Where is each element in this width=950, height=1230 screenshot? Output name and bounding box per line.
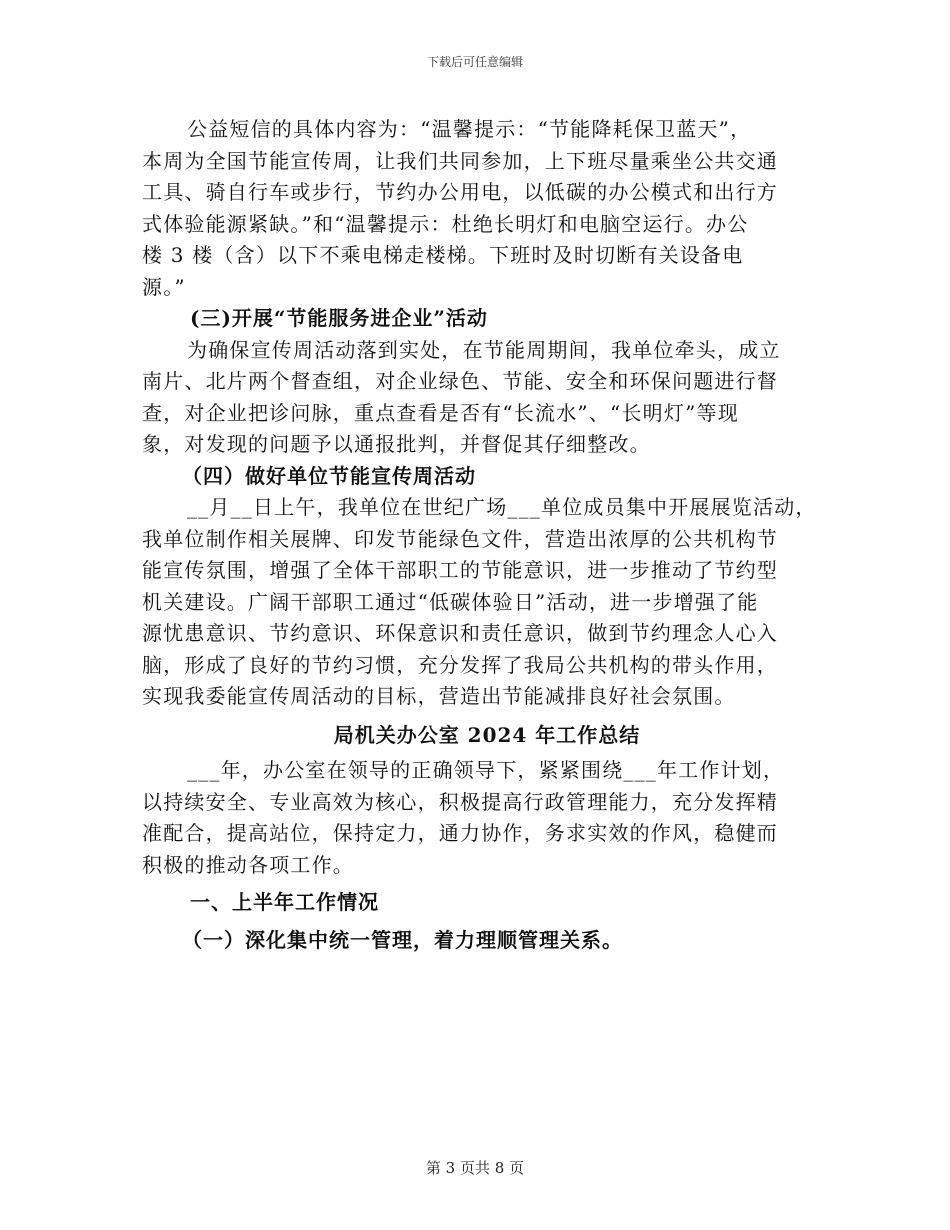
paragraph-line: 源忧患意识、节约意识、环保意识和责任意识，做到节约理念人心入 <box>142 621 778 645</box>
heading-first-half: 一、上半年工作情况 <box>190 890 379 914</box>
paragraph-exhibition <box>142 492 832 713</box>
paragraph-line: 公益短信的具体内容为：“温馨提示：“节能降耗保卫蓝天”， <box>187 117 752 141</box>
paragraph-line: 脑，形成了良好的节约习惯，充分发挥了我局公共机构的带头作用， <box>142 652 778 677</box>
paragraph-sms-content <box>142 114 832 303</box>
paragraph-line: 机关建设。广阔干部职工通过“低碳体验日”活动，进一步增强了能 <box>142 589 759 614</box>
paragraph-line: 为确保宣传周活动落到实处，在节能周期间，我单位牵头，成立 <box>187 337 781 362</box>
paragraph-line: 能宣传氛围，增强了全体干部职工的节能意识，进一步推动了节约型 <box>142 558 778 582</box>
paragraph-line: 积极的推动各项工作。 <box>142 852 354 877</box>
heading-section-4: （四）做好单位节能宣传周活动 <box>182 463 476 488</box>
paragraph-line: 楼 3 楼（含）以下不乘电梯走楼梯。下班时及时切断有关设备电 <box>142 243 744 267</box>
paragraph-line: 本周为全国节能宣传周，让我们共同参加，上下班尽量乘坐公共交通 <box>142 148 778 173</box>
paragraph-line: 工具、骑自行车或步行，节约办公用电，以低碳的办公模式和出行方 <box>142 180 778 204</box>
paragraph-line: ___年，办公室在领导的正确领导下，紧紧围绕___年工作计划， <box>187 758 785 782</box>
paragraph-line: 式体验能源紧缺。”和“温馨提示：杜绝长明灯和电脑空运行。办公 <box>142 211 749 236</box>
paragraph-inspection <box>142 335 832 461</box>
document-body <box>142 114 832 956</box>
paragraph-line: 查，对企业把诊问脉，重点查看是否有“长流水”、“长明灯”等现 <box>142 400 739 425</box>
heading-section-3: (三)开展“节能服务进企业”活动 <box>190 306 488 330</box>
paragraph-line: 准配合，提高站位，保持定力，通力协作，务求实效的作风，稳健而 <box>142 821 778 845</box>
paragraph-line: 我单位制作相关展牌、印发节能绿色文件，营造出浓厚的公共机构节 <box>142 526 778 551</box>
paragraph-line: 源。” <box>142 274 186 299</box>
paragraph-line: __月__日上午，我单位在世纪广场___单位成员集中开展展览活动， <box>187 495 817 519</box>
paragraph-summary-intro <box>142 755 832 881</box>
page-footer: 第 3 页共 8 页 <box>425 1159 525 1177</box>
paragraph-line: 象，对发现的问题予以通报批判，并督促其仔细整改。 <box>142 432 651 456</box>
page-header: 下载后可任意编辑 <box>426 55 523 69</box>
paragraph-line: 以持续安全、专业高效为核心，积极提高行政管理能力，充分发挥精 <box>142 789 778 814</box>
paragraph-line: 实现我委能宣传周活动的目标，营造出节能减排良好社会氛围。 <box>142 684 736 708</box>
heading-subsection-1: （一）深化集中统一管理，着力理顺管理关系。 <box>182 927 623 952</box>
document-title: 局机关办公室 2024 年工作总结 <box>333 722 641 747</box>
paragraph-line: 南片、北片两个督查组，对企业绿色、节能、安全和环保问题进行督 <box>142 369 778 393</box>
